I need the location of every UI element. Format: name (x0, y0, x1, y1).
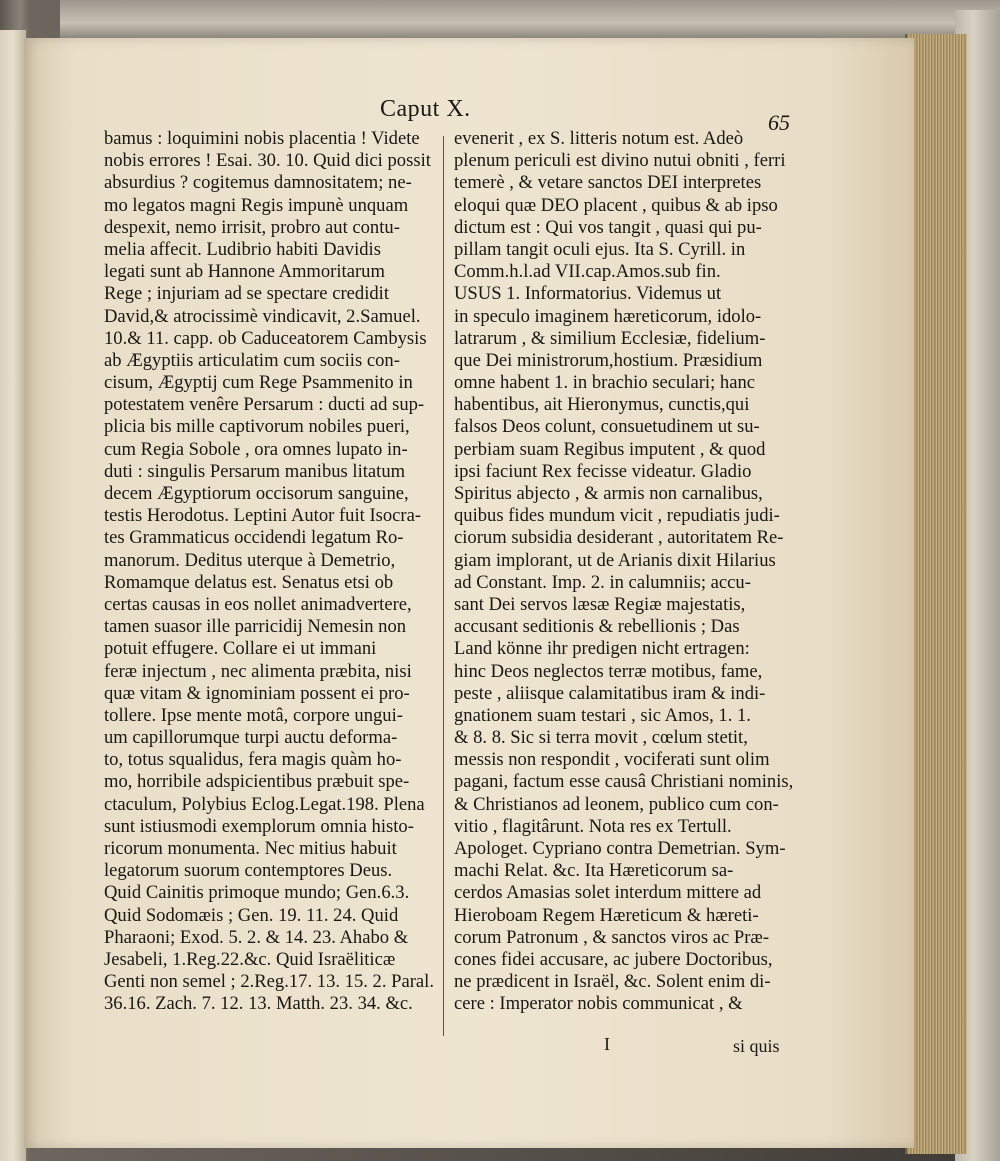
text-line: messis non respondit , vociferati sunt olim (454, 749, 770, 771)
signature-mark: I (604, 1034, 610, 1054)
catchword: si quis (733, 1036, 780, 1056)
text-line: plenum periculi est divino nutui obniti , ferri (454, 150, 786, 172)
text-line: ad Constant. Imp. 2. in calumniis; accu- (454, 571, 751, 593)
running-head: Caput X. (380, 96, 471, 122)
text-line: tamen suasor ille parricidij Nemesin non (104, 616, 407, 638)
text-line: corum Patronum , & sanctos viros ac Præ- (454, 926, 770, 948)
text-line: sunt istiusmodi exemplorum omnia histo- (104, 815, 414, 837)
text-line: feræ injectum , nec alimenta præbita, nisi (104, 660, 412, 682)
text-line: perbiam suam Regibus imputent , & quod (454, 438, 766, 460)
text-line: sant Dei servos læsæ Regiæ majestatis, (454, 593, 746, 615)
text-line: bamus : loquimini nobis placentia ! Videte (104, 128, 420, 149)
text-line: quibus fides mundum vicit , repudiatis judi- (454, 505, 780, 527)
text-line: omne habent 1. in brachio seculari; hanc (454, 372, 756, 394)
text-line: dictum est : Qui vos tangit , quasi qui pu- (454, 216, 762, 238)
text-line: temerè , & vetare sanctos DEI interpretes (454, 172, 762, 194)
left-text-column (104, 128, 434, 1016)
text-line: um capillorumque turpi auctu deforma- (104, 727, 398, 749)
text-line: Pharaoni; Exod. 5. 2. & 14. 23. Ahabo & (104, 926, 409, 948)
text-line: falsos Deos colunt, consuetudinem ut su- (454, 416, 760, 438)
text-line: machi Relat. &c. Ita Hæreticorum sa- (454, 860, 734, 882)
text-line: quæ vitam & ignominiam possent ei pro- (104, 682, 410, 704)
text-line: ricorum monumenta. Nec mitius habuit (104, 838, 397, 859)
text-line: cones fidei accusare, ac jubere Doctoribus, (454, 948, 773, 970)
text-line: Spiritus abjecto , & armis non carnalibus, (454, 483, 763, 504)
text-line: in speculo imaginem hæreticorum, idolo- (454, 305, 762, 327)
page-edges (905, 34, 967, 1154)
text-line: nobis errores ! Esai. 30. 10. Quid dici possit (104, 150, 431, 172)
text-line: decem Ægyptiorum occisorum sanguine, (104, 483, 409, 504)
text-line: latrarum , & similium Ecclesiæ, fidelium- (454, 327, 766, 349)
text-line: ciorum subsidia desiderant , autoritatem Re- (454, 527, 784, 549)
text-line: despexit, nemo irrisit, probro aut contu- (104, 216, 400, 238)
text-line: Quid Sodomæis ; Gen. 19. 11. 24. Quid (104, 904, 399, 926)
text-line: Apologet. Cypriano contra Demetrian. Sym- (454, 838, 786, 859)
text-line: USUS 1. Informatorius. Videmus ut (454, 283, 722, 305)
text-line: cere : Imperator nobis communicat , & (454, 993, 743, 1015)
text-line: & Christianos ad leonem, publico cum con- (454, 793, 779, 815)
text-line: 10.& 11. capp. ob Caduceatorem Cambysis (104, 327, 427, 349)
text-line: evenerit , ex S. litteris notum est. Adeò (454, 128, 744, 149)
text-line: ab Ægyptiis articulatim cum sociis con- (104, 349, 400, 371)
text-line: tes Grammaticus occidendi legatum Ro- (104, 527, 404, 549)
text-line: accusant seditionis & rebellionis ; Das (454, 616, 740, 638)
text-line: que Dei ministrorum,hostium. Præsidium (454, 349, 763, 371)
book-top-edge (60, 0, 1000, 38)
text-line: plicia bis mille captivorum nobiles pueri, (104, 416, 410, 438)
text-line: giam implorant, ut de Arianis dixit Hilarius (454, 549, 776, 571)
text-line: cisum, Ægyptij cum Rege Psammenito in (104, 372, 413, 394)
text-line: hinc Deos neglectos terræ motibus, fame, (454, 660, 763, 682)
text-line: duti : singulis Persarum manibus litatum (104, 460, 406, 482)
text-line: Quid Cainitis primoque mundo; Gen.6.3. (104, 882, 410, 904)
text-line: vitio , flagitârunt. Nota res ex Tertull. (454, 815, 732, 837)
page-number: 65 (768, 110, 790, 135)
text-line: absurdius ? cogitemus damnositatem; ne- (104, 172, 412, 194)
text-line: certas causas in eos nollet animadvertere, (104, 593, 412, 615)
text-line: potestatem venêre Persarum : ducti ad sup- (104, 394, 425, 416)
text-line: manorum. Deditus uterque à Demetrio, (104, 549, 396, 571)
text-line: & 8. 8. Sic si terra movit , cœlum stetit, (454, 727, 748, 749)
text-line: ne prædicent in Israël, &c. Solent enim di- (454, 971, 771, 993)
facing-page-edge (0, 30, 26, 1161)
text-line: eloqui quæ DEO placent , quibus & ab ipso (454, 194, 778, 216)
text-line: potuit effugere. Collare ei ut immani (104, 638, 377, 660)
text-line: gnationem suam testari , sic Amos, 1. 1. (454, 704, 751, 726)
text-line: testis Herodotus. Leptini Autor fuit Isocra- (104, 505, 422, 527)
text-line: ctaculum, Polybius Eclog.Legat.198. Plena (104, 793, 425, 815)
text-line: cum Regia Sobole , ora omnes lupato in- (104, 438, 408, 460)
text-line: legati sunt ab Hannone Ammoritarum (104, 261, 385, 283)
text-line: ipsi faciunt Rex fecisse videatur. Gladio (454, 460, 752, 482)
text-line: Genti non semel ; 2.Reg.17. 13. 15. 2. Paral. (104, 971, 434, 993)
column-divider (443, 136, 444, 1036)
text-line: Hieroboam Regem Hæreticum & hæreti- (454, 904, 759, 926)
text-line: 36.16. Zach. 7. 12. 13. Matth. 23. 34. &c. (104, 993, 413, 1015)
text-line: Jesabeli, 1.Reg.22.&c. Quid Israëliticæ (104, 948, 396, 970)
text-line: melia affecit. Ludibrio habiti Davidis (104, 238, 381, 260)
text-line: cerdos Amasias solet interdum mittere ad (454, 882, 762, 904)
text-line: Romamque delatus est. Senatus etsi ob (104, 571, 394, 593)
text-line: Land könne ihr predigen nicht ertragen: (454, 638, 750, 660)
text-line: habentibus, ait Hieronymus, cunctis,qui (454, 394, 750, 416)
text-line: tollere. Ipse mente motâ, corpore ungui- (104, 704, 403, 726)
text-line: legatorum suorum contemptores Deus. (104, 860, 393, 882)
text-line: pagani, factum esse causâ Christiani nominis, (454, 771, 794, 793)
text-line: peste , aliisque calamitatibus iram & indi- (454, 682, 766, 704)
text-line: pillam tangit oculi ejus. Ita S. Cyrill. in (454, 238, 746, 260)
text-line: mo, horribile adspicientibus præbuit spe- (104, 771, 410, 793)
text-line: David,& atrocissimè vindicavit, 2.Samuel. (104, 305, 421, 327)
text-line: Comm.h.l.ad VII.cap.Amos.sub fin. (454, 261, 721, 283)
right-text-column (454, 128, 794, 1016)
text-line: mo legatos magni Regis impunè unquam (104, 194, 409, 216)
text-line: Rege ; injuriam ad se spectare credidit (104, 283, 389, 305)
text-line: to, totus squalidus, fera magis quàm ho- (104, 749, 402, 771)
